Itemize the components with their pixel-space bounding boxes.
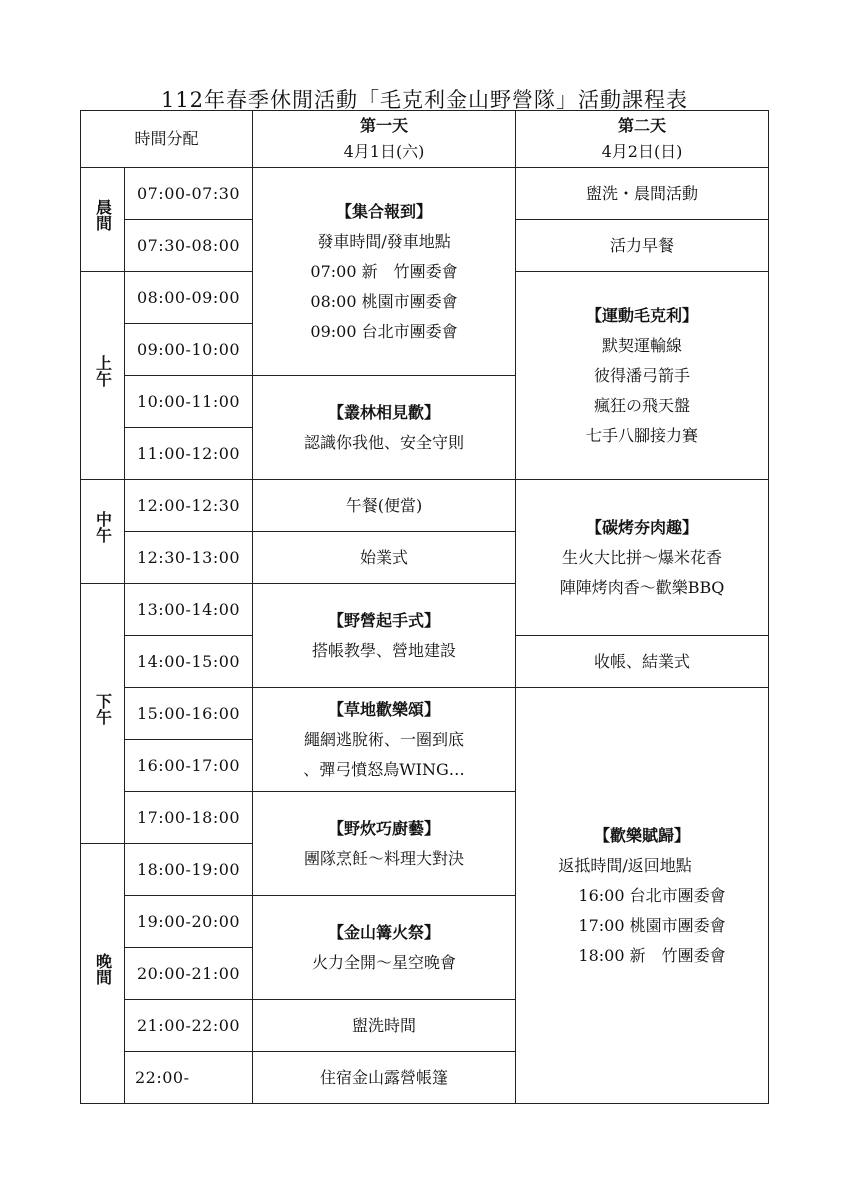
day2-name: 第二天 (618, 116, 667, 135)
day1-wash-cell: 盥洗時間 (253, 1000, 516, 1052)
activity-title: 【運動毛克利】 (586, 305, 699, 325)
page-title: 112年春季休閒活動「毛克利金山野營隊」活動課程表 (160, 88, 689, 112)
time-slot: 07:00-07:30 (125, 168, 253, 220)
period-afternoon: 下午 (81, 584, 125, 844)
day1-opening-cell: 始業式 (253, 532, 516, 584)
day1-forest-cell: 【叢林相見歡】 認識你我他、安全守則 (253, 376, 516, 480)
day1-header (253, 111, 516, 168)
time-slot: 12:30-13:00 (125, 532, 253, 584)
time-slot: 12:00-12:30 (125, 480, 253, 532)
time-slot: 22:00- (125, 1052, 253, 1104)
time-slot: 21:00-22:00 (125, 1000, 253, 1052)
table-row (81, 168, 769, 220)
activity-title: 【野炊巧廚藝】 (328, 818, 441, 838)
table-row (81, 688, 769, 740)
period-noon: 中午 (81, 480, 125, 584)
time-slot: 18:00-19:00 (125, 844, 253, 896)
time-slot: 09:00-10:00 (125, 324, 253, 376)
period-morning: 上午 (81, 272, 125, 480)
time-slot: 15:00-16:00 (125, 688, 253, 740)
time-slot: 13:00-14:00 (125, 584, 253, 636)
activity-title: 【叢林相見歡】 (328, 402, 441, 422)
day1-camp-cell: 【野營起手式】 搭帳教學、營地建設 (253, 584, 516, 688)
activity-title: 【野營起手式】 (328, 610, 441, 630)
activity-title: 【歡樂賦歸】 (594, 825, 691, 845)
activity-title: 【碳烤夯肉趣】 (586, 517, 699, 537)
time-slot: 10:00-11:00 (125, 376, 253, 428)
time-slot: 07:30-08:00 (125, 220, 253, 272)
day2-sports-cell: 【運動毛克利】 默契運輸線 彼得潘弓箭手 瘋狂の飛天盤 七手八腳接力賽 (516, 272, 769, 480)
day1-bonfire-cell: 【金山篝火祭】 火力全開～星空晚會 (253, 896, 516, 1000)
schedule-table (80, 110, 769, 1104)
day1-cook-cell: 【野炊巧廚藝】 團隊烹飪～料理大對決 (253, 792, 516, 896)
day2-breakfast-cell: 活力早餐 (516, 220, 769, 272)
day1-stay-cell: 住宿金山露營帳篷 (253, 1052, 516, 1104)
time-slot: 11:00-12:00 (125, 428, 253, 480)
day2-return-cell: 【歡樂賦歸】 返抵時間/返回地點 16:00 台北市團委會 17:00 桃園市團委會 18:00 新 竹團委會 (516, 688, 769, 1104)
day2-closing-cell: 收帳、結業式 (516, 636, 769, 688)
day1-grass-cell: 【草地歡樂頌】 繩網逃脫術、一圈到底 、彈弓憤怒鳥WING… (253, 688, 516, 792)
period-morning-early: 晨間 (81, 168, 125, 272)
period-evening: 晚間 (81, 844, 125, 1104)
day2-bbq-cell: 【碳烤夯肉趣】 生火大比拼～爆米花香 陣陣烤肉香～歡樂BBQ (516, 480, 769, 636)
time-slot: 17:00-18:00 (125, 792, 253, 844)
day1-date: 4月1日(六) (343, 142, 425, 161)
time-slot: 08:00-09:00 (125, 272, 253, 324)
time-slot: 20:00-21:00 (125, 948, 253, 1000)
activity-title: 【草地歡樂頌】 (328, 699, 441, 719)
day1-name: 第一天 (360, 116, 409, 135)
time-slot: 19:00-20:00 (125, 896, 253, 948)
time-slot: 14:00-15:00 (125, 636, 253, 688)
day2-date: 4月2日(日) (601, 142, 683, 161)
day1-gather-cell: 【集合報到】 發車時間/發車地點 07:00 新 竹團委會 08:00 桃園市團委會 09:00 台北市團委會 (253, 168, 516, 376)
day2-wash-cell: 盥洗・晨間活動 (516, 168, 769, 220)
table-row (81, 480, 769, 532)
day2-header (516, 111, 769, 168)
day1-lunch-cell: 午餐(便當) (253, 480, 516, 532)
time-allocation-header: 時間分配 (81, 111, 253, 168)
activity-title: 【金山篝火祭】 (328, 922, 441, 942)
activity-title: 【集合報到】 (336, 201, 433, 221)
header-row (81, 111, 769, 168)
time-slot: 16:00-17:00 (125, 740, 253, 792)
